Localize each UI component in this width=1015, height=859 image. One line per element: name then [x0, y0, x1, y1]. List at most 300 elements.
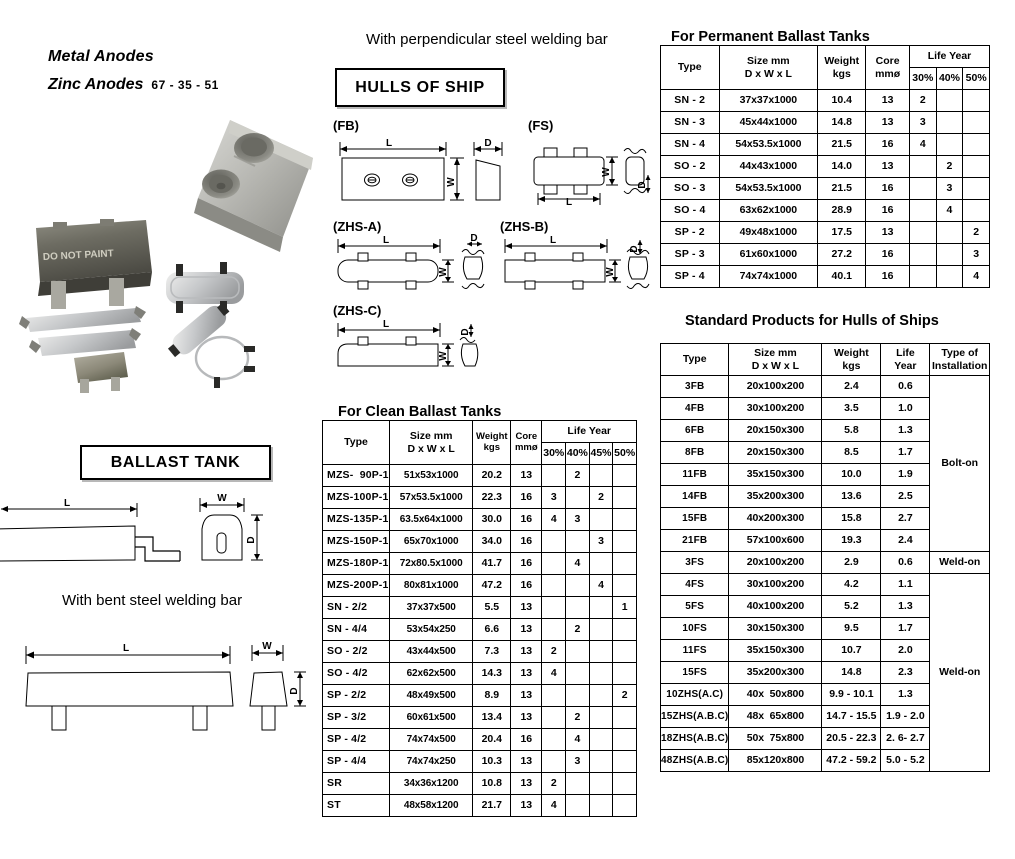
cell-life-45pct: 4 [589, 575, 613, 597]
cell-life-30pct [542, 575, 566, 597]
cell-life-30pct [542, 707, 566, 729]
cell-life-40pct [936, 90, 963, 112]
cell-life-50pct [963, 200, 990, 222]
cell-life: 5.0 - 5.2 [881, 750, 930, 772]
figure-label-fs: (FS) [528, 118, 554, 133]
cell-size: 35x200x300 [729, 662, 822, 684]
cell-core: 13 [511, 685, 542, 707]
col-life: Life Year [881, 344, 930, 376]
cell-size: 37x37x500 [389, 597, 472, 619]
do-not-paint-text: DO NOT PAINT [42, 248, 114, 263]
cell-core: 13 [511, 465, 542, 487]
cell-size: 48x49x500 [389, 685, 472, 707]
cell-weight: 14.0 [818, 156, 866, 178]
cell-life-50pct [613, 465, 637, 487]
cell-type: SP - 4 [661, 266, 720, 288]
cell-life-45pct [589, 597, 613, 619]
cell-life-30pct [909, 266, 936, 288]
figure-zhs-a-drawing [330, 234, 490, 296]
svg-text:W: W [438, 267, 449, 277]
col-weight: Weight kgs [822, 344, 881, 376]
cell-life: 1.7 [881, 618, 930, 640]
cell-weight: 10.0 [822, 464, 881, 486]
cell-type: 5FS [661, 596, 729, 618]
caption-with-bent-bar: With bent steel welding bar [62, 592, 243, 609]
cell-size: 20x100x200 [729, 376, 822, 398]
cell-life-30pct [542, 751, 566, 773]
cell-life-30pct [909, 156, 936, 178]
col-size: Size mm D x W x L [729, 344, 822, 376]
cell-life: 1.3 [881, 684, 930, 706]
cell-type: SP - 4/2 [323, 729, 390, 751]
cell-weight: 10.3 [473, 751, 511, 773]
cell-core: 13 [511, 795, 542, 817]
table-row [661, 178, 990, 200]
table-row [323, 685, 637, 707]
svg-text:W: W [601, 167, 612, 177]
cell-size: 44x43x1000 [719, 156, 818, 178]
table-header [323, 421, 637, 465]
cell-weight: 22.3 [473, 487, 511, 509]
cell-size: 40x100x200 [729, 596, 822, 618]
cell-life-45pct: 2 [589, 487, 613, 509]
cell-life-50pct [613, 795, 637, 817]
cell-weight: 10.4 [818, 90, 866, 112]
cell-life-30pct [909, 200, 936, 222]
cell-life: 1.7 [881, 442, 930, 464]
cell-life-40pct [566, 531, 590, 553]
cell-core: 16 [866, 134, 910, 156]
cell-size: 48x 65x800 [729, 706, 822, 728]
cell-size: 34x36x1200 [389, 773, 472, 795]
cell-core: 16 [866, 266, 910, 288]
col-size: Size mm D x W x L [389, 421, 472, 465]
cell-life: 0.6 [881, 376, 930, 398]
cell-life-50pct: 4 [963, 266, 990, 288]
cell-life-50pct [613, 663, 637, 685]
anode-product-photos [8, 100, 323, 390]
col-weight: Weight kgs [818, 46, 866, 90]
cell-life-45pct [589, 795, 613, 817]
cell-core: 16 [511, 553, 542, 575]
cell-life-50pct [613, 531, 637, 553]
svg-text:L: L [565, 197, 573, 208]
cell-life-30pct [542, 465, 566, 487]
cell-life-40pct [936, 222, 963, 244]
figure-label-zhs-b: (ZHS-B) [500, 219, 549, 234]
cell-weight: 3.5 [822, 398, 881, 420]
cell-type: SR [323, 773, 390, 795]
table-row [323, 773, 637, 795]
cell-core: 13 [511, 597, 542, 619]
cell-weight: 8.9 [473, 685, 511, 707]
cell-size: 37x37x1000 [719, 90, 818, 112]
cell-size: 74x74x250 [389, 751, 472, 773]
cell-life-30pct: 2 [909, 90, 936, 112]
table-row [323, 531, 637, 553]
cell-type: 15FS [661, 662, 729, 684]
cell-life-50pct [613, 553, 637, 575]
cell-type: 10FS [661, 618, 729, 640]
zinc-anodes-code: 67 - 35 - 51 [151, 78, 219, 92]
cell-life-50pct [613, 487, 637, 509]
cell-life: 0.6 [881, 552, 930, 574]
svg-text:D: D [460, 328, 471, 336]
cell-type: 14FB [661, 486, 729, 508]
cell-type: MZS-180P-1 [323, 553, 390, 575]
cell-life-40pct: 4 [566, 553, 590, 575]
cell-weight: 10.8 [473, 773, 511, 795]
figure-label-fb: (FB) [333, 118, 359, 133]
cell-life-45pct: 3 [589, 531, 613, 553]
cell-life-30pct: 4 [542, 509, 566, 531]
svg-text:L: L [63, 498, 71, 509]
cell-life-45pct [589, 553, 613, 575]
cell-size: 50x 75x800 [729, 728, 822, 750]
svg-text:D: D [246, 536, 257, 544]
cell-life-50pct [963, 178, 990, 200]
cell-life-50pct [613, 707, 637, 729]
table-row [661, 244, 990, 266]
cell-type: SN - 4 [661, 134, 720, 156]
table-row [661, 112, 990, 134]
cell-life: 1.1 [881, 574, 930, 596]
cell-size: 85x120x800 [729, 750, 822, 772]
cell-life: 2. 6- 2.7 [881, 728, 930, 750]
svg-text:D: D [289, 687, 300, 695]
cell-life-40pct [566, 575, 590, 597]
svg-text:W: W [446, 177, 457, 187]
cell-type: 15FB [661, 508, 729, 530]
figure-ballast-bent-bar-drawing [0, 485, 315, 590]
cell-size: 57x100x600 [729, 530, 822, 552]
ballast-tank-title-box: BALLAST TANK [80, 445, 271, 480]
svg-text:L: L [385, 138, 393, 149]
cell-life-30pct [909, 244, 936, 266]
cell-type: SO - 2 [661, 156, 720, 178]
cell-size: 72x80.5x1000 [389, 553, 472, 575]
table-body [661, 376, 990, 772]
cell-life-40pct [936, 134, 963, 156]
cell-life-50pct: 2 [613, 685, 637, 707]
cell-life-40pct: 3 [566, 751, 590, 773]
cell-type: 3FS [661, 552, 729, 574]
cell-core: 16 [866, 200, 910, 222]
cell-weight: 5.2 [822, 596, 881, 618]
cell-life-45pct [589, 509, 613, 531]
table-row [323, 795, 637, 817]
table-row [323, 487, 637, 509]
cell-core: 13 [511, 663, 542, 685]
cell-weight: 20.5 - 22.3 [822, 728, 881, 750]
cell-weight: 5.5 [473, 597, 511, 619]
cell-size: 45x44x1000 [719, 112, 818, 134]
cell-core: 16 [866, 178, 910, 200]
cell-life-40pct: 2 [936, 156, 963, 178]
col-life-50pct: 50% [963, 68, 990, 90]
cell-size: 54x53.5x1000 [719, 178, 818, 200]
table-row [661, 376, 990, 398]
cell-weight: 21.5 [818, 178, 866, 200]
table-header [661, 46, 990, 90]
svg-text:W: W [217, 493, 227, 504]
cell-weight: 47.2 [473, 575, 511, 597]
cell-size: 30x100x200 [729, 574, 822, 596]
cell-life-50pct [613, 509, 637, 531]
cell-weight: 40.1 [818, 266, 866, 288]
cell-weight: 14.8 [822, 662, 881, 684]
table-row [323, 465, 637, 487]
cell-size: 43x44x500 [389, 641, 472, 663]
cell-life-30pct [542, 619, 566, 641]
cell-core: 16 [511, 509, 542, 531]
cell-type: SO - 4 [661, 200, 720, 222]
table-body [323, 465, 637, 817]
cell-type: SN - 2 [661, 90, 720, 112]
cell-type: 11FS [661, 640, 729, 662]
cell-life-40pct: 2 [566, 707, 590, 729]
cell-size: 40x200x300 [729, 508, 822, 530]
cell-life-40pct [566, 487, 590, 509]
svg-text:L: L [549, 235, 557, 246]
cell-life-45pct [589, 707, 613, 729]
cell-type: 18ZHS(A.B.C) [661, 728, 729, 750]
cell-size: 20x150x300 [729, 442, 822, 464]
table-row [661, 134, 990, 156]
col-type: Type [661, 344, 729, 376]
table-title-standard-products: Standard Products for Hulls of Ships [685, 313, 939, 329]
svg-text:L: L [122, 643, 130, 654]
cell-size: 30x100x200 [729, 398, 822, 420]
col-weight: Weight kgs [473, 421, 511, 465]
cell-life-45pct [589, 729, 613, 751]
cell-size: 60x61x500 [389, 707, 472, 729]
col-life-year: Life Year [909, 46, 989, 68]
cell-life-50pct [963, 90, 990, 112]
cell-type: 6FB [661, 420, 729, 442]
cell-size: 74x74x1000 [719, 266, 818, 288]
cell-life-45pct [589, 773, 613, 795]
cell-type: SO - 3 [661, 178, 720, 200]
cell-core: 16 [511, 531, 542, 553]
cell-weight: 34.0 [473, 531, 511, 553]
cell-life-40pct [566, 597, 590, 619]
col-install-type: Type of Installation [930, 344, 990, 376]
cell-type: 11FB [661, 464, 729, 486]
cell-life-50pct [613, 619, 637, 641]
cell-size: 20x100x200 [729, 552, 822, 574]
cell-weight: 41.7 [473, 553, 511, 575]
cell-size: 40x 50x800 [729, 684, 822, 706]
cell-core: 13 [511, 641, 542, 663]
cell-type: 21FB [661, 530, 729, 552]
cell-core: 13 [866, 156, 910, 178]
cell-size: 51x53x1000 [389, 465, 472, 487]
cell-size: 65x70x1000 [389, 531, 472, 553]
cell-type: MZS-135P-1 [323, 509, 390, 531]
cell-size: 57x53.5x1000 [389, 487, 472, 509]
cell-life-50pct [613, 773, 637, 795]
cell-size: 63x62x1000 [719, 200, 818, 222]
table-row [323, 575, 637, 597]
cell-core: 13 [511, 619, 542, 641]
cell-type: 4FS [661, 574, 729, 596]
cell-type: SP - 3 [661, 244, 720, 266]
cell-type: 3FB [661, 376, 729, 398]
cell-weight: 14.8 [818, 112, 866, 134]
cell-size: 53x54x250 [389, 619, 472, 641]
photo-do-not-paint-anode [36, 219, 152, 309]
cell-life-40pct [936, 244, 963, 266]
cell-size: 63.5x64x1000 [389, 509, 472, 531]
cell-life-30pct [542, 597, 566, 619]
table-row [661, 266, 990, 288]
col-core: Core mmø [511, 421, 542, 465]
table-row [323, 619, 637, 641]
cell-core: 16 [511, 729, 542, 751]
table-row [661, 574, 990, 596]
cell-type: 15ZHS(A.B.C) [661, 706, 729, 728]
cell-type: SN - 3 [661, 112, 720, 134]
table-row [323, 509, 637, 531]
cell-weight: 21.7 [473, 795, 511, 817]
table-row [323, 597, 637, 619]
table-row [323, 729, 637, 751]
cell-life-30pct: 3 [909, 112, 936, 134]
table-row [323, 663, 637, 685]
cell-core: 13 [511, 751, 542, 773]
cell-weight: 14.7 - 15.5 [822, 706, 881, 728]
cell-install-type: Weld-on [930, 552, 990, 574]
col-type: Type [323, 421, 390, 465]
figure-label-zhs-a: (ZHS-A) [333, 219, 382, 234]
table-row [323, 751, 637, 773]
cell-size: 49x48x1000 [719, 222, 818, 244]
table-title-clean-ballast: For Clean Ballast Tanks [338, 404, 502, 420]
cell-core: 13 [866, 222, 910, 244]
cell-life: 1.3 [881, 420, 930, 442]
cell-life-45pct [589, 641, 613, 663]
cell-core: 16 [511, 487, 542, 509]
cell-weight: 7.3 [473, 641, 511, 663]
cell-weight: 15.8 [822, 508, 881, 530]
figure-zhs-c-drawing [330, 318, 490, 374]
cell-life-45pct [589, 619, 613, 641]
cell-type: SP - 2/2 [323, 685, 390, 707]
cell-weight: 13.4 [473, 707, 511, 729]
cell-type: MZS-100P-1 [323, 487, 390, 509]
cell-life: 2.4 [881, 530, 930, 552]
col-type: Type [661, 46, 720, 90]
cell-life-40pct: 3 [936, 178, 963, 200]
cell-weight: 17.5 [818, 222, 866, 244]
cell-life-50pct [613, 641, 637, 663]
cell-type: ST [323, 795, 390, 817]
table-row [323, 641, 637, 663]
cell-weight: 30.0 [473, 509, 511, 531]
svg-text:W: W [438, 351, 449, 361]
svg-text:L: L [382, 319, 390, 330]
table-body [661, 90, 990, 288]
col-life-40pct: 40% [936, 68, 963, 90]
cell-weight: 9.9 - 10.1 [822, 684, 881, 706]
cell-type: 48ZHS(A.B.C) [661, 750, 729, 772]
cell-type: SO - 4/2 [323, 663, 390, 685]
svg-text:L: L [382, 235, 390, 246]
page-title-metal-anodes: Metal Anodes [48, 48, 154, 65]
cell-weight: 27.2 [818, 244, 866, 266]
cell-life-50pct: 2 [963, 222, 990, 244]
cell-life: 1.0 [881, 398, 930, 420]
cell-size: 35x150x300 [729, 640, 822, 662]
cell-life-45pct [589, 663, 613, 685]
cell-life-30pct: 4 [909, 134, 936, 156]
table-standard-products-hulls [660, 343, 990, 772]
cell-type: MZS-150P-1 [323, 531, 390, 553]
cell-life-40pct [936, 112, 963, 134]
cell-size: 35x150x300 [729, 464, 822, 486]
cell-size: 61x60x1000 [719, 244, 818, 266]
cell-type: MZS- 90P-1 [323, 465, 390, 487]
cell-life-50pct [613, 751, 637, 773]
svg-text:W: W [262, 641, 272, 652]
cell-core: 16 [511, 575, 542, 597]
cell-life-50pct [613, 729, 637, 751]
cell-life-40pct [566, 773, 590, 795]
cell-type: 10ZHS(A.C) [661, 684, 729, 706]
cell-size: 35x200x300 [729, 486, 822, 508]
cell-weight: 6.6 [473, 619, 511, 641]
cell-weight: 2.4 [822, 376, 881, 398]
cell-life-30pct [542, 729, 566, 751]
cell-type: SO - 2/2 [323, 641, 390, 663]
cell-core: 16 [866, 244, 910, 266]
cell-core: 13 [511, 773, 542, 795]
table-clean-ballast-tanks [322, 420, 637, 817]
cell-type: SP - 4/4 [323, 751, 390, 773]
svg-text:D: D [637, 181, 648, 189]
cell-life-50pct [963, 112, 990, 134]
table-row [323, 707, 637, 729]
cell-weight: 13.6 [822, 486, 881, 508]
col-life-45pct: 45% [589, 443, 613, 465]
cell-life-30pct [542, 531, 566, 553]
cell-core: 13 [866, 112, 910, 134]
cell-life-30pct [542, 553, 566, 575]
zinc-anodes-label: Zinc Anodes [48, 76, 144, 93]
cell-life-40pct [566, 795, 590, 817]
cell-size: 80x81x1000 [389, 575, 472, 597]
caption-with-perpendicular-bar: With perpendicular steel welding bar [366, 31, 608, 48]
col-life-40pct: 40% [566, 443, 590, 465]
cell-life-45pct [589, 465, 613, 487]
cell-life-50pct [963, 134, 990, 156]
photo-strip-anodes [19, 306, 146, 393]
cell-type: 8FB [661, 442, 729, 464]
cell-life-30pct [909, 178, 936, 200]
cell-type: SP - 3/2 [323, 707, 390, 729]
figure-label-zhs-c: (ZHS-C) [333, 303, 382, 318]
figure-fs-drawing [524, 135, 652, 215]
cell-life-40pct: 4 [566, 729, 590, 751]
cell-life-30pct: 2 [542, 641, 566, 663]
cell-life: 2.3 [881, 662, 930, 684]
cell-life-50pct: 1 [613, 597, 637, 619]
cell-size: 54x53.5x1000 [719, 134, 818, 156]
cell-weight: 20.4 [473, 729, 511, 751]
figure-ballast-trapezoid-drawing [0, 620, 325, 745]
cell-weight: 4.2 [822, 574, 881, 596]
